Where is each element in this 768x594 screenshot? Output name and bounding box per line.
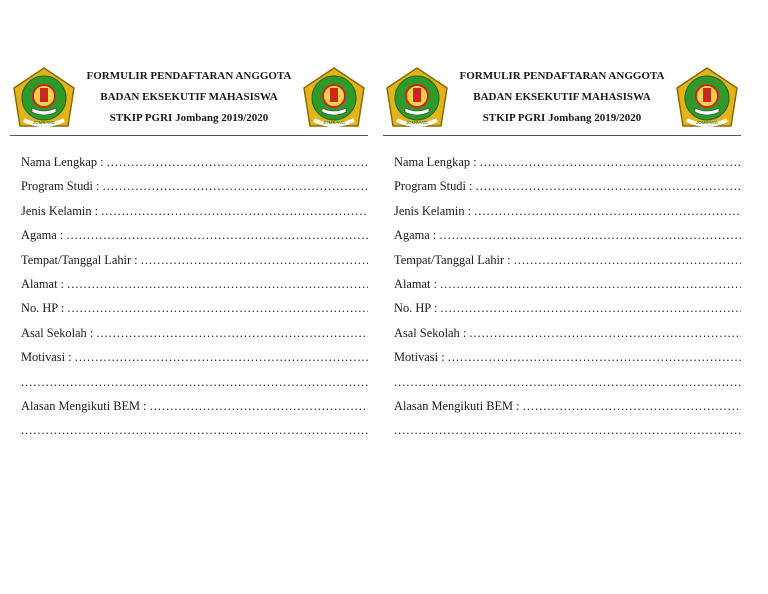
stkip-pgri-jombang-emblem-icon (673, 66, 741, 134)
form-fields (21, 150, 368, 443)
fill-line[interactable] (474, 199, 741, 223)
form-title: FORMULIR PENDAFTARAN ANGGOTA (86, 70, 292, 82)
field-label: Agama : (21, 228, 64, 243)
field-label: Tempat/Tanggal Lahir : (394, 252, 511, 267)
field-label: No. HP : (394, 301, 438, 316)
fill-line[interactable] (514, 248, 741, 272)
field-label: Jenis Kelamin : (21, 203, 99, 218)
field-alasan[interactable] (394, 394, 741, 418)
field-label: Nama Lengkap : (394, 155, 477, 169)
field-motivasi-continued[interactable] (394, 370, 741, 394)
fill-line[interactable] (67, 296, 368, 320)
field-motivasi[interactable] (394, 345, 741, 369)
fill-line[interactable] (103, 174, 368, 198)
header-divider (10, 135, 368, 136)
fill-line[interactable] (439, 223, 741, 247)
form-subtitle: BADAN EKSEKUTIF MAHASISWA (473, 91, 651, 103)
fill-line[interactable] (66, 223, 368, 247)
form-institution: STKIP PGRI Jombang 2019/2020 (109, 112, 269, 124)
fill-line[interactable] (448, 345, 741, 369)
field-agama[interactable] (394, 223, 741, 247)
field-label: Program Studi : (21, 179, 100, 194)
emblem-text: JOMBANG (405, 120, 429, 125)
field-label: Motivasi : (21, 350, 72, 365)
form-header (10, 66, 368, 138)
form-title: FORMULIR PENDAFTARAN ANGGOTA (459, 70, 665, 82)
field-motivasi[interactable] (21, 345, 368, 369)
field-label: Nama Lengkap : (21, 155, 104, 169)
fill-line[interactable] (67, 272, 368, 296)
field-no-hp[interactable] (21, 296, 368, 320)
fill-line[interactable] (440, 296, 741, 320)
field-agama[interactable] (21, 223, 368, 247)
field-label: Alamat : (21, 276, 65, 291)
field-asal-sekolah[interactable] (21, 321, 368, 345)
registration-form-right (383, 66, 741, 413)
fill-line[interactable] (394, 370, 741, 394)
field-label: Motivasi : (394, 350, 445, 365)
field-label: Alasan Mengikuti BEM : (21, 398, 147, 413)
field-alasan-continued[interactable] (21, 418, 368, 442)
emblem-text: JOMBANG (32, 120, 56, 125)
fill-line[interactable] (440, 272, 741, 296)
fill-line[interactable] (150, 394, 368, 418)
field-nama-lengkap[interactable] (394, 150, 741, 174)
field-asal-sekolah[interactable] (394, 321, 741, 345)
field-label: Agama : (394, 228, 437, 243)
field-jenis-kelamin[interactable] (21, 199, 368, 223)
form-header (383, 66, 741, 138)
header-divider (383, 135, 741, 136)
stkip-pgri-jombang-emblem-icon (383, 66, 451, 134)
field-jenis-kelamin[interactable] (394, 199, 741, 223)
fill-line[interactable] (75, 345, 368, 369)
fill-line[interactable] (469, 321, 741, 345)
field-no-hp[interactable] (394, 296, 741, 320)
form-subtitle: BADAN EKSEKUTIF MAHASISWA (100, 91, 278, 103)
field-alamat[interactable] (394, 272, 741, 296)
field-ttl[interactable] (394, 248, 741, 272)
field-label: Asal Sekolah : (21, 325, 94, 340)
field-alasan[interactable] (21, 394, 368, 418)
fill-line[interactable] (107, 150, 368, 174)
fill-line[interactable] (21, 370, 368, 394)
field-label: Alamat : (394, 276, 438, 291)
field-label: Tempat/Tanggal Lahir : (21, 252, 138, 267)
emblem-text: JOMBANG (695, 120, 719, 125)
fill-line[interactable] (394, 418, 741, 442)
stkip-pgri-jombang-emblem-icon (300, 66, 368, 134)
field-nama-lengkap[interactable] (21, 150, 368, 174)
field-ttl[interactable] (21, 248, 368, 272)
field-program-studi[interactable] (394, 174, 741, 198)
field-label: Asal Sekolah : (394, 325, 467, 340)
fill-line[interactable] (21, 418, 368, 442)
fill-line[interactable] (476, 174, 741, 198)
field-label: No. HP : (21, 301, 65, 316)
field-label: Jenis Kelamin : (394, 203, 472, 218)
field-alamat[interactable] (21, 272, 368, 296)
field-label: Program Studi : (394, 179, 473, 194)
fill-line[interactable] (101, 199, 368, 223)
fill-line[interactable] (96, 321, 368, 345)
form-institution: STKIP PGRI Jombang 2019/2020 (482, 112, 642, 124)
field-motivasi-continued[interactable] (21, 370, 368, 394)
fill-line[interactable] (480, 150, 741, 174)
registration-form-left (10, 66, 368, 413)
fill-line[interactable] (523, 394, 741, 418)
field-label: Alasan Mengikuti BEM : (394, 398, 520, 413)
stkip-pgri-jombang-emblem-icon (10, 66, 78, 134)
form-fields (394, 150, 741, 443)
emblem-text: JOMBANG (322, 120, 346, 125)
field-alasan-continued[interactable] (394, 418, 741, 442)
fill-line[interactable] (141, 248, 368, 272)
field-program-studi[interactable] (21, 174, 368, 198)
